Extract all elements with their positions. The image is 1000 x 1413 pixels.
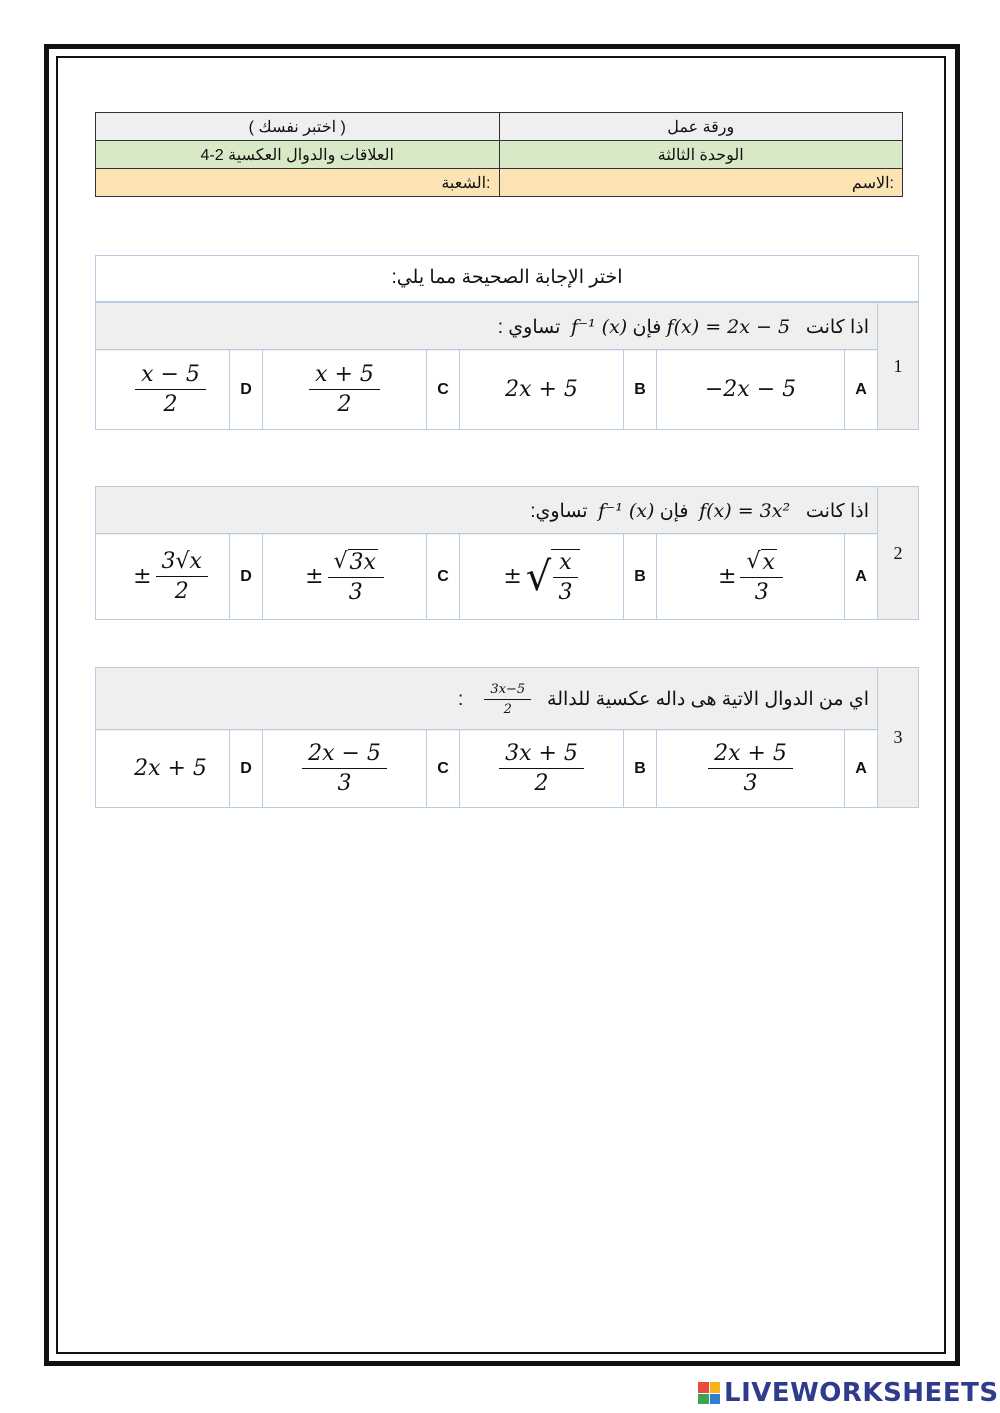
option-d[interactable] — [112, 350, 229, 429]
stem-math: f⁻¹ (x) — [598, 500, 655, 522]
question-stem — [96, 487, 877, 535]
stem-text: تساوي: — [530, 500, 588, 522]
question-1 — [95, 302, 919, 430]
option-c[interactable]: ± √ 3x 3 — [262, 534, 426, 619]
option-d-value: 2x + 5 — [134, 756, 207, 781]
question-stem — [96, 668, 877, 731]
question-number: 2 — [877, 487, 918, 619]
options-row — [96, 349, 877, 429]
question-number: 3 — [877, 668, 918, 807]
stem-math: f(x) = 2x − 5 — [666, 316, 791, 338]
option-a[interactable]: $\frac{2x + 5}{3}$ — [656, 730, 844, 807]
option-c-fraction: $\frac{x + 5}{2}$ — [309, 362, 380, 417]
option-letter-b[interactable]: B — [623, 350, 656, 429]
option-letter-d[interactable]: D — [229, 534, 262, 619]
option-d[interactable] — [112, 730, 229, 807]
header-lesson: 4-2 العلاقات والدوال العكسية — [96, 141, 500, 169]
question-stem — [96, 303, 877, 351]
option-letter-b[interactable]: B — [623, 534, 656, 619]
liveworksheets-logo — [698, 1378, 999, 1408]
option-c[interactable]: $\frac{2x - 5}{3}$ — [262, 730, 426, 807]
question-number: 1 — [877, 303, 918, 429]
options-row — [96, 533, 877, 619]
options-row — [96, 729, 877, 807]
stem-math: f(x) = 3x² — [699, 500, 791, 522]
option-a-value: −2x − 5 — [704, 377, 797, 402]
option-b[interactable]: $\frac{3x + 5}{2}$ — [459, 730, 623, 807]
option-b-value: 2x + 5 — [505, 377, 578, 402]
question-3 — [95, 667, 919, 808]
stem-text: اي من الدوال الاتية هى داله عكسية للدالة — [547, 689, 869, 710]
option-letter-c[interactable]: C — [426, 730, 459, 807]
header-section-field[interactable]: الشعبة: — [96, 169, 500, 197]
option-d-fraction: $\frac{x - 5}{2}$ — [135, 362, 206, 417]
stem-math: f⁻¹ (x) — [570, 316, 628, 338]
stem-text: اذا كانت — [805, 500, 869, 522]
option-letter-d[interactable]: D — [229, 730, 262, 807]
stem-text: : — [458, 688, 464, 710]
option-letter-b[interactable]: B — [623, 730, 656, 807]
stem-fraction: $\frac{3x-5}{2}$ — [484, 682, 531, 717]
header-unit: الوحدة الثالثة — [499, 141, 903, 169]
header-worksheet: ورقة عمل — [499, 113, 903, 141]
option-letter-a[interactable]: A — [844, 730, 877, 807]
header-table — [95, 112, 903, 197]
option-letter-c[interactable]: C — [426, 350, 459, 429]
option-letter-a[interactable]: A — [844, 350, 877, 429]
option-letter-d[interactable]: D — [229, 350, 262, 429]
stem-text: تساوي : — [497, 316, 561, 338]
brand-name: LIVEWORKSHEETS — [724, 1378, 999, 1408]
option-b[interactable]: ± √ $\frac{x}{3}$ — [459, 534, 623, 619]
option-b[interactable] — [459, 350, 623, 429]
stem-text: فإن — [659, 500, 689, 522]
header-name-field[interactable]: الاسم: — [499, 169, 903, 197]
stem-text: فإن — [632, 316, 662, 338]
instruction: اختر الإجابة الصحيحة مما يلي: — [95, 255, 919, 302]
option-letter-a[interactable]: A — [844, 534, 877, 619]
option-c[interactable] — [262, 350, 426, 429]
question-2 — [95, 486, 919, 620]
option-letter-c[interactable]: C — [426, 534, 459, 619]
option-a[interactable] — [656, 350, 844, 429]
option-a[interactable]: ± √ x 3 — [656, 534, 844, 619]
header-test-yourself: ( اختبر نفسك ) — [96, 113, 500, 141]
option-d[interactable]: ± $\frac{3√x}{2}$ — [112, 534, 229, 619]
stem-text: اذا كانت — [805, 316, 869, 338]
liveworksheets-logo-icon — [698, 1382, 720, 1404]
